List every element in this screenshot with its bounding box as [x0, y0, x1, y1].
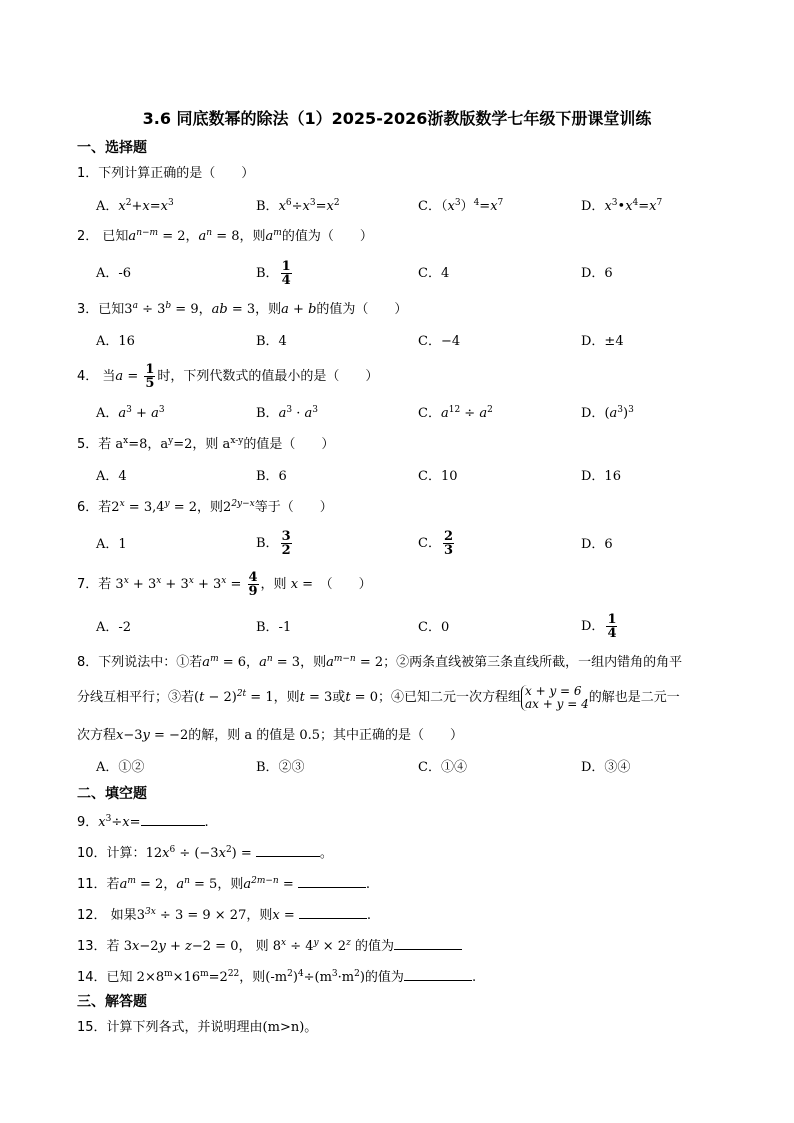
q1-option-a: A．$x^2+x=x^3$ — [96, 198, 174, 214]
question-2: 2． 已知$a^{n-m} = 2$，$a^n = 8$，则$a^m$的值为（ ） — [77, 228, 373, 244]
q5-option-c: C．10 — [418, 469, 458, 484]
q6-option-d: D．6 — [581, 537, 613, 552]
question-4: 4． 当a = $\frac{1}{5}$ 时，下列代数式的值最小的是（ ） — [77, 362, 379, 391]
question-15: 15．计算下列各式，并说明理由(m>n)。 — [77, 1020, 318, 1035]
question-7: 7．若 $3^x + 3^x + 3^x + 3^x$ = $\frac{4}{9}$ ，则 x = （ ） — [77, 570, 372, 599]
page-title: 3.6 同底数幂的除法（1）2025-2026浙教版数学七年级下册课堂训练 — [142, 109, 652, 128]
q6-option-b: B． $\frac{3}{2}$ — [256, 529, 291, 558]
q6-option-a: A．1 — [96, 537, 127, 552]
q2-option-b: B． $\frac{1}{4}$ — [256, 259, 291, 288]
answer-blank[interactable] — [256, 843, 320, 857]
question-8-line-2: 分线互相平行；③若$(t - 2)^{2t} = 1$，则t = 3或t = 0；④已知二元一次方程组 x + y = 6 ax + y = 4 的解也是二元一 — [77, 683, 680, 711]
question-12: 12． 如果$3^{3x} \div 3 = 9 \times 27$，则x = . — [77, 907, 372, 923]
q4-option-a: A．$a^3 + a^3$ — [96, 405, 165, 421]
question-8-line-1: 8．下列说法中：①若$a^m = 6$，$a^n = 3$，则$a^{m-n} = 2$；②两条直线被第三条直线所截，一组内错角的角平 — [77, 654, 683, 670]
q7-option-a: A．-2 — [96, 620, 132, 635]
q1-option-c: C．$(x^3)^4=x^7$ — [418, 198, 504, 214]
q3-option-d: D．±4 — [581, 334, 624, 349]
section-heading-fill: 二、填空题 — [77, 786, 147, 802]
answer-blank[interactable] — [404, 967, 472, 981]
q3-option-c: C．−4 — [418, 334, 461, 349]
answer-blank[interactable] — [299, 905, 367, 919]
answer-blank[interactable] — [298, 874, 366, 888]
q8-option-c: C．①④ — [418, 760, 467, 775]
q5-option-a: A．4 — [96, 469, 127, 484]
question-14: 14．已知 $2\times 8^m\times 16^m=2^{22}$，则$(-m^2)^4\div(m^3\cdot m^2)$的值为 . — [77, 969, 477, 985]
q8-option-a: A．①② — [96, 760, 145, 775]
q4-option-c: C．$a^{12} \div a^2$ — [418, 405, 493, 421]
q7-option-b: B．-1 — [256, 620, 292, 635]
q8-option-b: B．②③ — [256, 760, 305, 775]
q3-option-b: B．4 — [256, 334, 287, 349]
q3-option-a: A．16 — [96, 334, 135, 349]
question-11: 11．若$a^m = 2$，$a^n = 5$，则$a^{2m-n}$ = . — [77, 876, 371, 892]
q4-option-d: D．$(a^3)^3$ — [581, 405, 634, 421]
q5-option-b: B．6 — [256, 469, 287, 484]
q8-option-d: D．③④ — [581, 760, 631, 775]
question-10: 10．计算：$12x^6 \div (-3x^2)$ = 。 — [77, 845, 333, 861]
q6-option-c: C． $\frac{2}{3}$ — [418, 529, 453, 558]
q7-option-c: C．0 — [418, 620, 450, 635]
q1-option-d: D．$x^3•x^4=x^7$ — [581, 198, 663, 214]
q1-option-b: B．$x^6\div x^3=x^2$ — [256, 198, 340, 214]
question-13: 13．若 3x−2y + z−2 = 0， 则 $8^x \div 4^y \times 2^z$ 的值为 — [77, 936, 462, 956]
q5-option-d: D．16 — [581, 469, 621, 484]
question-5: 5．若 $a^x=8$，$a^y=2$，则 $a^{x-y}$的值是（ ） — [77, 436, 335, 452]
answer-blank[interactable] — [141, 812, 205, 826]
question-3: 3．已知$3^a \div 3^b = 9$，ab = 3，则a + b的值为（ ） — [77, 301, 408, 317]
answer-blank[interactable] — [394, 936, 462, 950]
section-heading-choice: 一、选择题 — [77, 140, 147, 156]
q2-option-a: A．-6 — [96, 266, 132, 281]
question-1: 1．下列计算正确的是（ ） — [77, 166, 255, 181]
q2-option-d: D．6 — [581, 266, 613, 281]
question-8-line-3: 次方程x−3y = −2的解，则 a 的值是 0.5；其中正确的是（ ） — [77, 728, 464, 743]
q7-option-d: D． $\frac{1}{4}$ — [581, 612, 617, 641]
q2-option-c: C．4 — [418, 266, 450, 281]
q4-option-b: B．$a^3 \cdot a^3$ — [256, 405, 318, 421]
question-6: 6．若$2^x = 3,4^y = 2$，则$2^{2y-x}$等于（ ） — [77, 499, 333, 515]
section-heading-solve: 三、解答题 — [77, 994, 147, 1010]
question-9: 9．$x^3\div x=$ . — [77, 814, 209, 830]
